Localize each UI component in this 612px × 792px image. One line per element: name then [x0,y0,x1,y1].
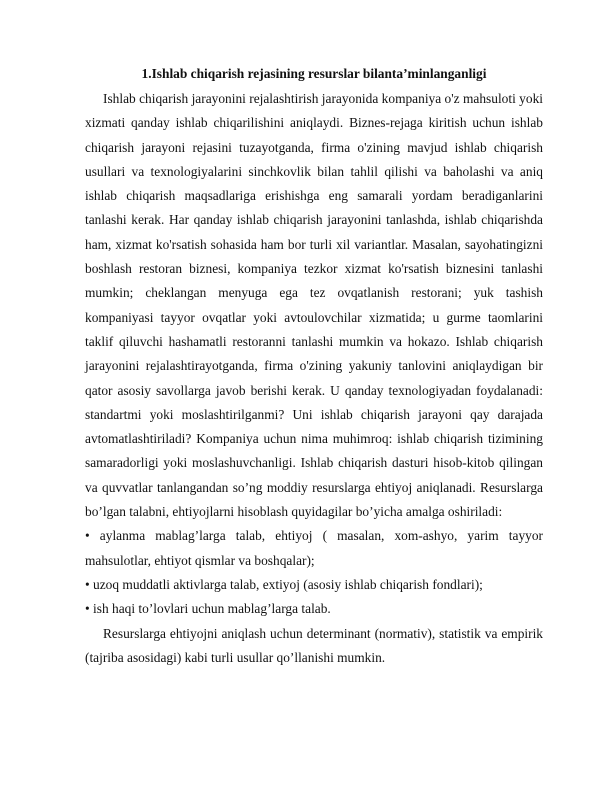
paragraph-intro: Ishlab chiqarish jarayonini rejalashtirish jarayonida kompaniya o'z mahsuloti yoki xizmati qanday ishlab chiqarilishini aniqlaydi. Biznes-rejaga kiritish uchun ishlab chiqarish jarayoni rejasini tuzayotganda, firma o'zining mavjud ishlab chiqarish usullari va texnologiyalarini sinchkovlik bilan tahlil qilishi va baholashi va aniq ishlab chiqarish maqsadlariga erishishga eng samarali yordam beradiganlarini tanlashi kerak. Har qanday ishlab chiqarish jarayonini tanlashda, ishlab chiqarishda ham, xizmat ko'rsatish sohasida ham bor turli xil variantlar. Masalan, sayohatingizni boshlash restoran biznesi, kompaniya tezkor xizmat ko'rsatish biznesini tanlashi mumkin; cheklangan menyuga ega tez ovqatlanish restorani; yuk tashish kompaniyasi tayyor ovqatlar yoki avtoulovchilar xizmatida; u gurme taomlarini taklif qiluvchi hashamatli restoranni tanlashi mumkin va hokazo. Ishlab chiqarish jarayonini rejalashtirayotganda, firma o'zining yakuniy tanlovini aniqlaydigan bir qator asosiy savollarga javob berishi kerak. U qanday texnologiyadan foydalanadi: standartmi yoki moslashtirilganmi? Uni ishlab chiqarish jarayoni qay darajada avtomatlashtiriladi? Kompaniya uchun nima muhimroq: ishlab chiqarish tizimining samaradorligi yoki moslashuvchanligi. Ishlab chiqarish dasturi hisob-kitob qilingan va quvvatlar tanlangandan so’ng moddiy resurslarga ehtiyoj aniqlanadi. Resurslarga bo’lgan talabni, ehtiyojlarni hisoblash quyidagilar bo’yicha amalga oshiriladi: [85,91,543,520]
document-page [85,64,543,670]
bullet-item-working-capital: • aylanma mablag’larga talab, ehtiyoj ( masalan, xom-ashyo, yarim tayyor mahsulotlar, ehtiyot qismlar va boshqalar); [85,528,543,568]
bullet-item-wages: • ish haqi to’lovlari uchun mablag’larga talab. [85,601,331,617]
paragraph-methods: Resurslarga ehtiyojni aniqlash uchun determinant (normativ), statistik va empirik (tajriba asosidagi) kabi turli usullar qo’llanishi mumkin. [85,625,543,665]
section-title: 1.Ishlab chiqarish rejasining resurslar bilanta’minlanganligi [141,66,487,81]
bullet-item-long-term-assets: • uzoq muddatli aktivlarga talab, extiyoj (asosiy ishlab chiqarish fondlari); [85,576,483,592]
